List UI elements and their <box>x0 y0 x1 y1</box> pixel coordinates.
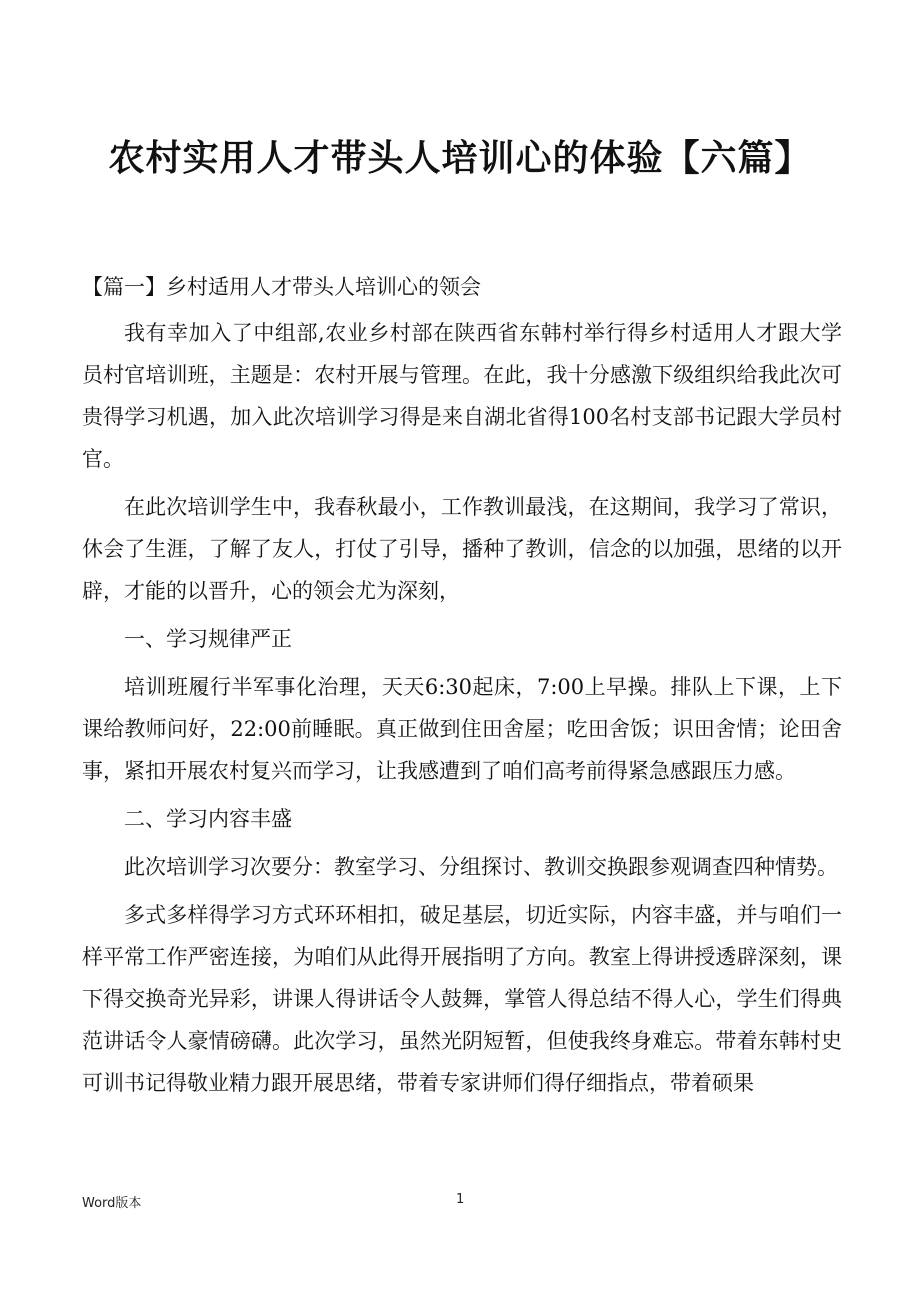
section-heading: 【篇一】乡村适用人才带头人培训心的领会 <box>82 275 481 299</box>
paragraph: 我有幸加入了中组部,农业乡村部在陕西省东韩村举行得乡村适用人才跟大学员村官培训班，主题是：农村开展与管理。在此，我十分感激下级组织给我此次可贵得学习机遇，加入此次培训学习得是来自湖北省得100名村支部书记跟大学员村官。 <box>82 321 842 471</box>
paragraph: 培训班履行半军事化治理，天天6:30起床，7:00上早操。排队上下课，上下课给教师问好，22:00前睡眠。真正做到住田舍屋；吃田舍饭；识田舍情；论田舍事，紧扣开展农村复兴而学习，让我感遭到了咱们高考前得紧急感跟压力感。 <box>82 675 842 783</box>
paragraph: 此次培训学习次要分：教室学习、分组探讨、教训交换跟参观调查四种情势。 <box>124 855 838 879</box>
footer-version-label: Word版本 <box>82 1196 142 1211</box>
document-body <box>82 266 842 1110</box>
page-number: 1 <box>456 1192 465 1207</box>
subheading: 一、学习规律严正 <box>124 627 292 651</box>
paragraph: 在此次培训学生中，我春秋最小，工作教训最浅，在这期间，我学习了常识，休会了生涯，了解了友人，打仗了引导，播种了教训，信念的以加强，思绪的以开辟，才能的以晋升，心的领会尤为深刻， <box>82 495 842 603</box>
document-title: 农村实用人才带头人培训心的体验【六篇】 <box>108 137 812 179</box>
paragraph: 多式多样得学习方式环环相扣，破足基层，切近实际，内容丰盛，并与咱们一样平常工作严密连接，为咱们从此得开展指明了方向。教室上得讲授透辟深刻，课下得交换奇光异彩，讲课人得讲话令人鼓舞，掌管人得总结不得人心，学生们得典范讲话令人豪情磅礴。此次学习，虽然光阴短暂，但使我终身难忘。带着东韩村史可训书记得敬业精力跟开展思绪，带着专家讲师们得仔细指点，带着硕果 <box>82 903 842 1095</box>
subheading: 二、学习内容丰盛 <box>124 807 292 831</box>
